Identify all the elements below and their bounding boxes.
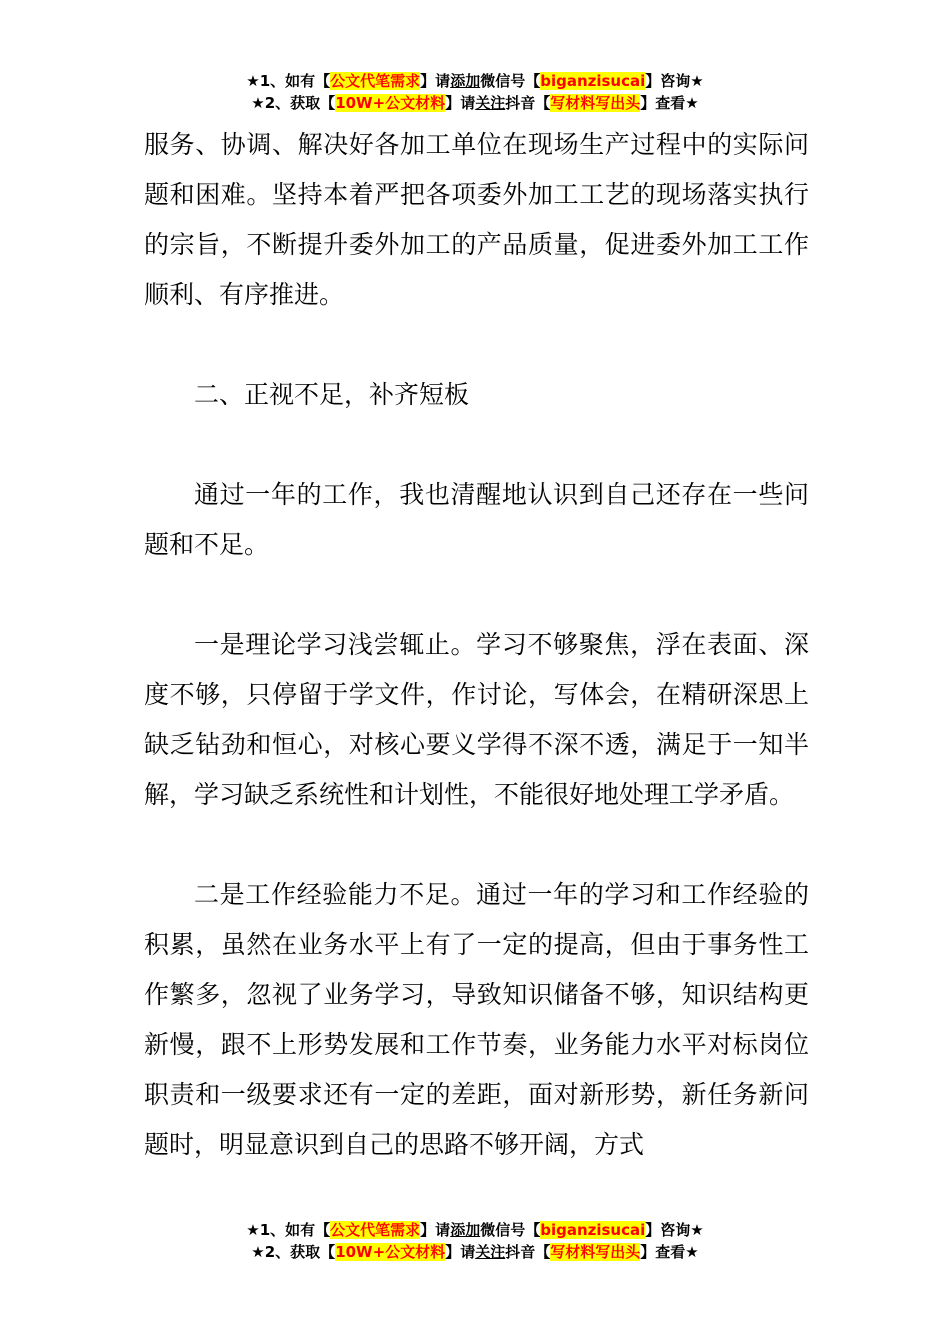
footer-banner	[0, 1219, 950, 1263]
banner-underline: 添加	[450, 1221, 481, 1239]
banner-underline: 添加	[450, 72, 481, 90]
banner-highlight: 写材料写出头	[550, 94, 641, 112]
paragraph-continuation: 服务、协调、解决好各加工单位在现场生产过程中的实际问题和困难。坚持本着严把各项委外加工工艺的现场落实执行的宗旨，不断提升委外加工的产品质量，促进委外加工工作顺利、有序推进。	[144, 130, 809, 309]
paragraph: 一是理论学习浅尝辄止。学习不够聚焦，浮在表面、深度不够，只停留于学文件，作讨论，写体会，在精研深思上缺乏钻劲和恒心，对核心要义学得不深不透，满足于一知半解，学习缺乏系统性和计划性，不能很好地处理工学矛盾。	[144, 630, 809, 809]
header-banner	[0, 70, 950, 114]
banner-text: ★1、如有【	[246, 72, 331, 90]
banner-text: 抖音【	[505, 94, 551, 112]
banner-highlight: 写材料写出头	[550, 1243, 641, 1261]
section-heading: 二、正视不足，补齐短板	[194, 380, 470, 409]
banner-text: 】查看★	[640, 1243, 699, 1261]
banner-highlight: biganzisucai	[540, 1221, 646, 1239]
banner-highlight: biganzisucai	[540, 72, 646, 90]
banner-line-1	[0, 1219, 950, 1241]
banner-highlight: 公文代笔需求	[330, 72, 421, 90]
banner-text: 】咨询★	[645, 1221, 704, 1239]
banner-text: 】请	[445, 94, 476, 112]
banner-underline: 关注	[475, 94, 506, 112]
document-body	[144, 120, 809, 1170]
banner-text: ★2、获取【	[251, 94, 336, 112]
banner-text: 微信号【	[480, 1221, 541, 1239]
paragraph: 二是工作经验能力不足。通过一年的学习和工作经验的积累，虽然在业务水平上有了一定的提高，但由于事务性工作繁多，忽视了业务学习，导致知识储备不够，知识结构更新慢，跟不上形势发展和工作节奏，业务能力水平对标岗位职责和一级要求还有一定的差距，面对新形势，新任务新问题时，明显意识到自己的思路不够开阔，方式	[144, 880, 809, 1159]
banner-highlight: 10W+公文材料	[335, 1243, 446, 1261]
banner-text: 】请	[420, 1221, 451, 1239]
paragraph: 通过一年的工作，我也清醒地认识到自己还存在一些问题和不足。	[144, 480, 809, 559]
banner-line-2	[0, 92, 950, 114]
banner-highlight: 10W+公文材料	[335, 94, 446, 112]
banner-text: 微信号【	[480, 72, 541, 90]
banner-text: 】查看★	[640, 94, 699, 112]
banner-text: 抖音【	[505, 1243, 551, 1261]
banner-line-2	[0, 1241, 950, 1263]
banner-underline: 关注	[475, 1243, 506, 1261]
banner-text: ★1、如有【	[246, 1221, 331, 1239]
banner-text: 】请	[445, 1243, 476, 1261]
banner-text: ★2、获取【	[251, 1243, 336, 1261]
banner-text: 】请	[420, 72, 451, 90]
banner-line-1	[0, 70, 950, 92]
banner-text: 】咨询★	[645, 72, 704, 90]
banner-highlight: 公文代笔需求	[330, 1221, 421, 1239]
